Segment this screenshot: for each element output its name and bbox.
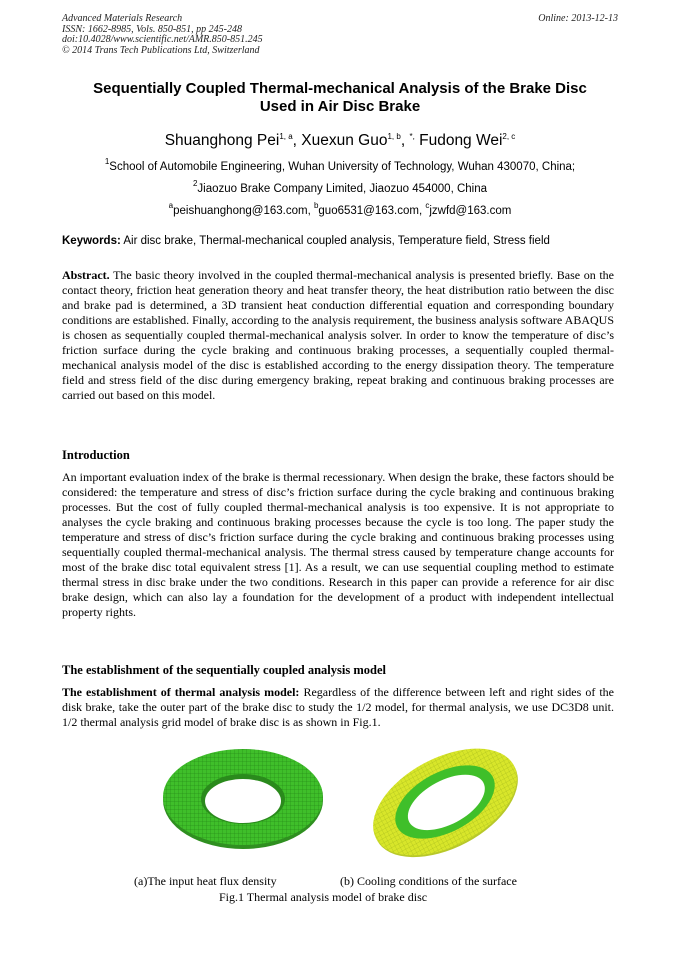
abstract-label: Abstract.: [62, 268, 110, 282]
corresponding-author-mark: *,: [409, 132, 415, 141]
journal-issn: ISSN: 1662-8985, Vols. 850-851, pp 245-248: [62, 23, 242, 35]
affiliation-text: Jiaozuo Brake Company Limited, Jiaozuo 454000, China: [197, 183, 488, 195]
keywords-text: Air disc brake, Thermal-mechanical coupled analysis, Temperature field, Stress field: [123, 235, 550, 247]
author-affiliation-mark: 2, c: [502, 132, 516, 141]
email-link[interactable]: peishuanghong@163.com: [173, 205, 308, 217]
figure-caption-a: (a)The input heat flux density: [134, 874, 277, 888]
author-name: Shuanghong Pei: [164, 132, 280, 149]
online-date: Online: 2013-12-13: [538, 13, 618, 24]
journal-name: Advanced Materials Research: [62, 13, 183, 24]
author-list: [62, 127, 618, 151]
title-line-1: Sequentially Coupled Thermal-mechanical Analysis of the Brake Disc: [93, 80, 587, 97]
author-separator: ,: [292, 132, 302, 149]
figure-caption: Fig.1 Thermal analysis model of brake disc: [219, 890, 428, 904]
author-affiliation-mark: 1, a: [279, 132, 293, 141]
abstract-text: The basic theory involved in the coupled thermal-mechanical analysis is presented briefly. Base on the contact theory, friction heat generation theory and heat transfer theory, the heat distribution ratio between the disc and brake pad is determined, a 3D transient heat conduction differential equation and corresponding boundary conditions are established. Finally, according to the analysis requirement, the business analysis software ABAQUS is chosen as sequentially coupled thermal-mechanical analysis solver. In order to know the temperature of disc’s friction surface during the cycle braking and continuous braking processes, a sequentially coupled thermal-mechanical analysis model of the disc is established according to the energy dissipation theory. The temperature field and stress field of the disc during emergency braking, repeat braking and continuous braking processes are carried out based on this model.: [62, 268, 614, 402]
email-link[interactable]: jzwfd@163.com: [429, 205, 512, 217]
affiliation-mark: 2: [192, 179, 198, 188]
thermal-model-text: Regardless of the difference between left and right sides of the disk brake, take the outer part of the brake disc to study the 1/2 model, for thermal analysis, we use DC3D8 unit. 1/2 thermal analysis grid model of brake disc is as shown in Fig.1.: [62, 685, 614, 729]
figure-b-disc-cooling: [360, 745, 530, 860]
model-section-heading: The establishment of the sequentially coupled analysis model: [62, 663, 386, 677]
disc-a-hole: [205, 779, 281, 823]
figure-caption-b: (b) Cooling conditions of the surface: [340, 874, 517, 888]
author-emails: $^a$peishuanghong@163.com, $^b$guo6531@163.com, $^c$jzwfd@163.com: [168, 201, 512, 217]
email-mark: b: [313, 201, 319, 210]
journal-doi: doi:10.4028/www.scientific.net/AMR.850-851.245: [62, 34, 263, 45]
introduction-text: An important evaluation index of the brake is thermal recessionary. When design the brake, these factors should be considered: the temperature and stress of disc’s friction surface during the cycle braking and continuous braking processes. But the cost of fully coupled thermal-mechanical analysis is too expensive. It is not appropriate to analyses the cycle braking and continuous braking processes because the cycle is too long. The paper study the temperature and stress of disc’s friction surface during the cycle braking and continuous braking processes using sequentially coupled thermal-mechanical analysis. The thermal stress caused by temperature change accounts for most of the brake disc total equivalent stress [1]. As a result, we can use sequential coupling method to estimate thermal stress in disc brake under the two conditions. Research in this paper can provide a reference for air disc brake design, which can also lay a foundation for the development of a product with independent intellectual property rights.: [62, 470, 614, 619]
journal-header: [62, 14, 618, 56]
abstract: [62, 268, 614, 403]
paper-title: [62, 80, 618, 116]
affiliation-mark: 1: [104, 157, 110, 166]
affiliation-text: School of Automobile Engineering, Wuhan University of Technology, Wuhan 430070, China;: [109, 161, 576, 173]
thermal-model-label: The establishment of thermal analysis model:: [62, 685, 300, 699]
figure-a-disc-mesh: [158, 745, 328, 855]
keywords: [62, 234, 622, 248]
author-separator: ,: [400, 132, 410, 149]
journal-copyright: © 2014 Trans Tech Publications Ltd, Switzerland: [62, 44, 260, 56]
affiliation-1: [62, 155, 618, 174]
title-line-2: Used in Air Disc Brake: [259, 98, 421, 115]
author-affiliation-mark: 1, b: [387, 132, 401, 141]
email-link[interactable]: guo6531@163.com: [318, 205, 419, 217]
keywords-label: Keywords:: [62, 235, 121, 247]
email-mark: c: [425, 201, 430, 210]
author-name: Xuexun Guo: [301, 132, 388, 149]
email-mark: a: [168, 201, 174, 210]
introduction-heading: Introduction: [62, 448, 130, 462]
affiliation-2: [62, 177, 618, 196]
thermal-model-paragraph: [62, 685, 614, 730]
author-name: Fudong Wei: [419, 132, 503, 149]
